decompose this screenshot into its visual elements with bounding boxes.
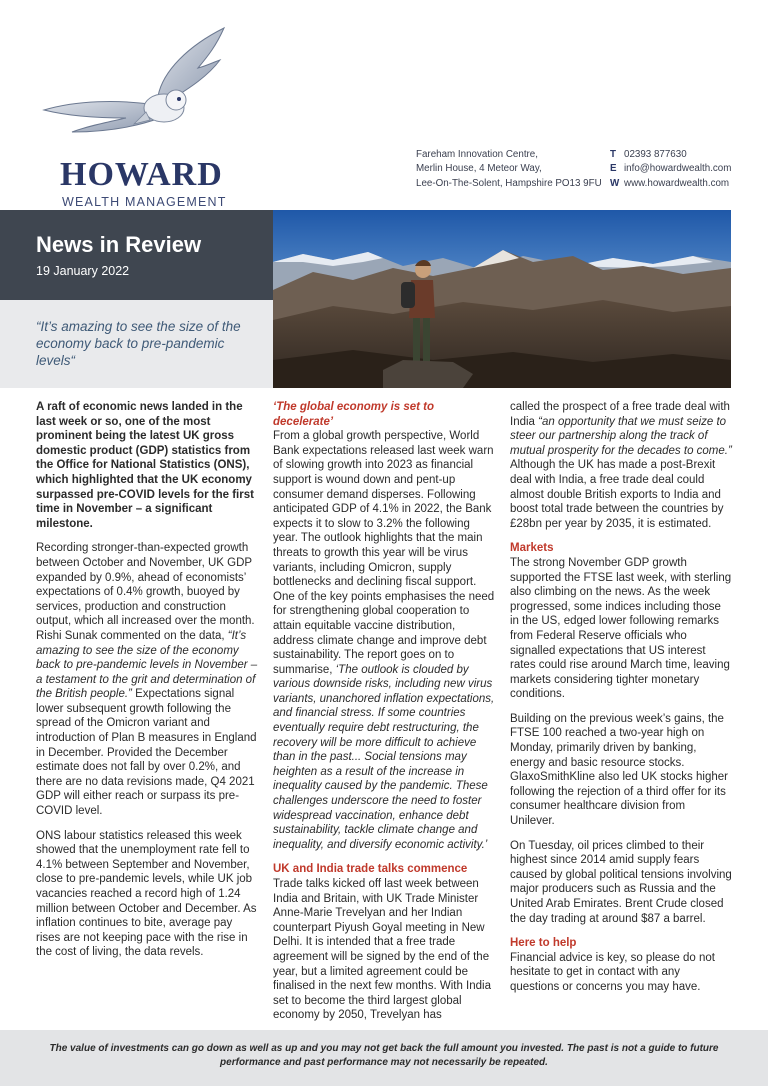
disclaimer-text: The value of investments can go down as well as up and you may not get back the full amount you invested. The past is not a guide to future performance and past performance may not necessarily be repeated. <box>49 1043 719 1068</box>
text-span: From a global growth perspective, World Bank expectations released last week warn of slowing growth into 2023 as financial support is wound down and pent-up consumer demand disperses. Following anticipated GDP of 4.1% in 2022, the Bank expects it to slow to 3.2% the following year. The outlook highlights that the main threats to growth this year will be virus variants, including Omicron, supply bottlenecks and declining fiscal support. One of the key points emphasises the need for strengthening global cooperation to attain equitable vaccine distribution, address climate change and improve debt sustainability. The report goes on to summarise, <box>273 430 495 676</box>
world-bank-paragraph <box>273 429 495 852</box>
section-heading-uk-india: UK and India trade talks commence <box>273 863 468 876</box>
email-label: E <box>610 163 617 175</box>
column-1 <box>36 400 258 970</box>
address-line: Fareham Innovation Centre, <box>416 149 538 160</box>
email <box>610 162 750 176</box>
pull-quote-band <box>0 300 273 388</box>
website <box>610 177 750 191</box>
issue-date: 19 January 2022 <box>36 264 130 278</box>
website-link[interactable]: www.howardwealth.com <box>624 177 730 189</box>
markets-paragraph-3: On Tuesday, oil prices climbed to their highest since 2014 amid supply fears caused by global political tensions involving major producers such as Russia and the United Arab Emirates. Brent Crude closed the day trading at around $87 a barrel. <box>510 839 732 925</box>
world-bank-quote: ‘The outlook is clouded by various downside risks, including new virus variants, unanchored inflation expectations, and financial stress. If some countries eventually require debt restructuring, the recovery will be more difficult to achieve than in the past... Social tensions may heighten as a result of the increase in inequality caused by the pandemic. These challenges underscore the need to foster widespread vaccination, enhance debt sustainability, tackle climate change and inequality, and diversify economic activity.’ <box>273 663 495 851</box>
phone-number: 02393 877630 <box>624 149 687 160</box>
gdp-paragraph <box>36 541 258 818</box>
section-heading-markets: Markets <box>510 542 554 555</box>
email-link[interactable]: info@howardwealth.com <box>624 163 732 175</box>
owl-logo-icon <box>38 26 238 146</box>
text-span: Although the UK has made a post-Brexit deal with India, a free trade deal could almost double British exports to India and boost total trade between the countries by £28bn per year by 2035, it is estimated. <box>510 459 724 530</box>
address <box>416 148 606 191</box>
labour-paragraph: ONS labour statistics released this week showed that the unemployment rate fell to 4.1% between September and November, close to pre-pandemic levels, while UK job vacancies reached a record high of 1.24 million between October and December. As inflation continues to bite, average pay rises are not keeping pace with the rise in the cost of living, the data revels. <box>36 829 257 959</box>
text-span: Expectations signal lower subsequent growth following the spread of the Omicron variant and introduction of Plan B measures in England in December. Provided the December estimate does not fall by over 0.2%, and there are no data revisions made, Q4 2021 GDP will either reach or surpass its pre-COVID level. <box>36 688 257 818</box>
help-paragraph: Financial advice is key, so please do not hesitate to get in contact with any questions or concerns you may have. <box>510 951 715 993</box>
sunak-quote: “It’s amazing to see the size of the economy back to pre-pandemic levels in November – a testament to the grit and determination of the British people.” <box>36 629 258 701</box>
markets-paragraph-2: Building on the previous week’s gains, the FTSE 100 reached a two-year high on Monday, primarily driven by banking, energy and basic resource stocks. GlaxoSmithKline also led UK stocks higher following the rejection of a third offer for its consumer healthcare division from Unilever. <box>510 712 728 828</box>
hiker-mountain-photo <box>273 210 731 388</box>
trade-continued-paragraph <box>510 400 732 531</box>
brand-name: HOWARD <box>60 156 223 193</box>
markets-paragraph-1: The strong November GDP growth supported the FTSE last week, with sterling also climbing on the news. As the week progressed, some indices including those in the US, edged lower following remarks from Federal Reserve officials who signalled expectations that US interest rates could rise around March time, leaving markets considering tighter monetary conditions. <box>510 556 732 701</box>
brand-tagline: WEALTH MANAGEMENT <box>62 195 227 209</box>
contact-details <box>610 148 750 191</box>
trevelyan-quote: “an opportunity that we must seize to steer our partnership along the track of mutual prosperity for the decades to come.” <box>510 415 732 457</box>
phone-label: T <box>610 149 616 160</box>
address-line: Lee-On-The-Solent, Hampshire PO13 9FU <box>416 177 602 189</box>
column-2 <box>273 400 495 1033</box>
address-line: Merlin House, 4 Meteor Way, <box>416 163 542 175</box>
column-3 <box>510 400 732 1005</box>
brand-logo <box>34 26 254 209</box>
section-heading-global-economy: ‘The global economy is set to decelerate’ <box>273 401 435 428</box>
text-span: called the prospect of a free trade deal with India <box>510 401 730 428</box>
pull-quote: “It’s amazing to see the size of the economy back to pre-pandemic levels“ <box>36 319 241 368</box>
masthead <box>0 210 273 300</box>
phone <box>610 148 750 162</box>
section-heading-here-to-help: Here to help <box>510 937 577 950</box>
lead-paragraph: A raft of economic news landed in the last week or so, one of the most prominent being the latest UK gross domestic product (GDP) statistics from the Office for National Statistics (ONS), which highlighted that the UK economy surpassed pre-COVID levels for the first time in November – a significant milestone. <box>36 401 254 530</box>
text-span: Recording stronger-than-expected growth between October and November, UK GDP expanded by 0.9%, ahead of economists’ expectations of 0.4% growth, buoyed by services, production and construction output, which all increased over the month. Rishi Sunak commented on the data, <box>36 542 255 642</box>
landscape-image-icon <box>273 210 731 388</box>
trade-talks-paragraph: Trade talks kicked off last week between India and Britain, with UK Trade Minister Anne-Marie Trevelyan and her Indian counterpart Piyush Goyal meeting in New Delhi. It is intended that a free trade agreement will be signed by the end of the year, but a limited agreement could be finalised in the next few months. With India set to become the third largest global economy by 2050, Trevelyan has <box>273 878 491 1022</box>
disclaimer-footer <box>0 1030 768 1086</box>
page-title: News in Review <box>36 232 202 257</box>
web-label: W <box>610 177 620 189</box>
